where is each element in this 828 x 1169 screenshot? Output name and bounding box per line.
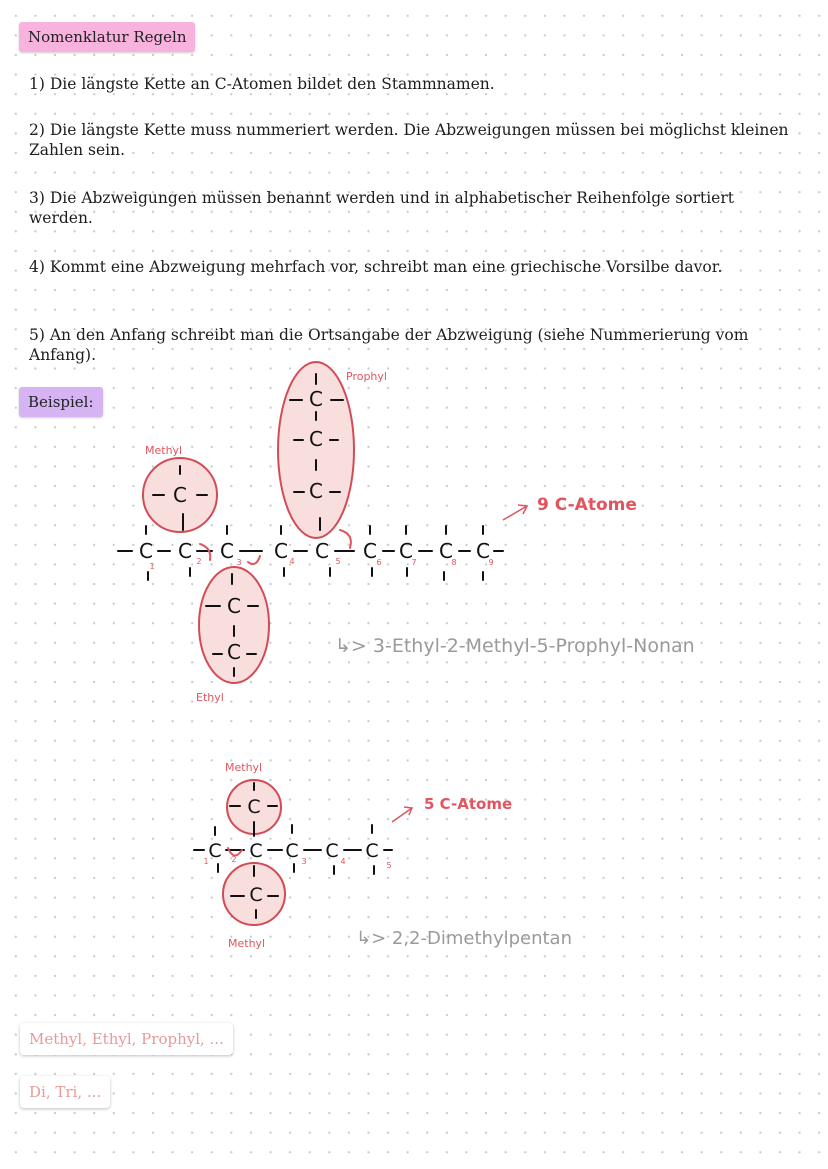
chain2-number-1: 1 — [203, 857, 209, 866]
atom-chain-6: C — [363, 539, 377, 563]
atom-chain-9: C — [476, 539, 490, 563]
methyl-label: Methyl — [145, 444, 183, 457]
prophyl-label: Prophyl — [346, 370, 387, 383]
atom-prophyl-3: C — [309, 479, 323, 503]
arrow-9-head — [518, 505, 527, 514]
chain-number-1: 1 — [149, 562, 155, 571]
atom-chain-8: C — [439, 539, 453, 563]
atom-chain-3: C — [220, 539, 234, 563]
rule-3: 3) Die Abzweigungen müssen benannt werden und in alphabetischer Reihenfolge sortiert werden. — [29, 189, 734, 227]
rule-1: 1) Die längste Kette an C-Atomen bildet den Stammnamen. — [29, 75, 495, 93]
methyl-top-label: Methyl — [225, 761, 263, 774]
chain-number-2: 2 — [196, 557, 202, 566]
chain-count-9: 9 C-Atome — [537, 495, 637, 515]
atom2-methyl-top: C — [247, 796, 261, 818]
chain-number-4: 4 — [289, 557, 295, 566]
atom2-chain-3: C — [285, 840, 299, 862]
chain-count-5: 5 C-Atome — [424, 795, 513, 813]
chain2-number-4: 4 — [340, 857, 346, 866]
atom2-chain-4: C — [325, 840, 339, 862]
rule-5: 5) An den Anfang schreibt man die Ortsangabe der Abzweigung (siehe Nummerierung vom Anfang). — [29, 326, 749, 364]
atom-ethyl-2: C — [227, 640, 241, 664]
chain-number-9: 9 — [488, 558, 494, 567]
atom-methyl: C — [173, 483, 187, 507]
atom-chain-4: C — [274, 539, 288, 563]
atom2-chain-1: C — [208, 840, 222, 862]
example-label: Beispiel: — [19, 387, 103, 417]
ethyl-label: Ethyl — [196, 691, 224, 704]
atom-chain-5: C — [315, 539, 329, 563]
rule-2: 2) Die längste Kette muss nummeriert werden. Die Abzweigungen müssen bei möglichst kleinen Zahlen sein. — [29, 121, 789, 159]
card-groups: Methyl, Ethyl, Prophyl, ... — [20, 1023, 233, 1055]
chain2-number-5: 5 — [386, 861, 392, 870]
atom2-chain-2: C — [249, 840, 263, 862]
atom-prophyl-2: C — [309, 427, 323, 451]
atom-ethyl-1: C — [227, 594, 241, 618]
card-prefixes: Di, Tri, ... — [20, 1076, 110, 1108]
chain-number-3: 3 — [236, 558, 242, 567]
rule-4: 4) Kommt eine Abzweigung mehrfach vor, schreibt man eine griechische Vorsilbe davor. — [29, 258, 723, 276]
chain-number-7: 7 — [411, 558, 417, 567]
chain-number-5: 5 — [335, 557, 341, 566]
chain-number-8: 8 — [451, 558, 457, 567]
atom-chain-1: C — [139, 539, 153, 563]
atom2-methyl-bottom: C — [249, 884, 263, 906]
methyl-bottom-label: Methyl — [228, 937, 266, 950]
page-title: Nomenklatur Regeln — [19, 22, 195, 52]
atom2-chain-5: C — [365, 840, 379, 862]
chain-number-6: 6 — [376, 558, 382, 567]
atom-chain-7: C — [399, 539, 413, 563]
atom-chain-2: C — [178, 539, 192, 563]
chain2-number-3: 3 — [301, 857, 307, 866]
result-example1: ↳> 3-Ethyl-2-Methyl-5-Prophyl-Nonan — [335, 635, 695, 657]
result-example2: ↳> 2,2-Dimethylpentan — [356, 928, 572, 949]
atom-prophyl-1: C — [309, 387, 323, 411]
chain2-number-2: 2 — [231, 855, 237, 864]
